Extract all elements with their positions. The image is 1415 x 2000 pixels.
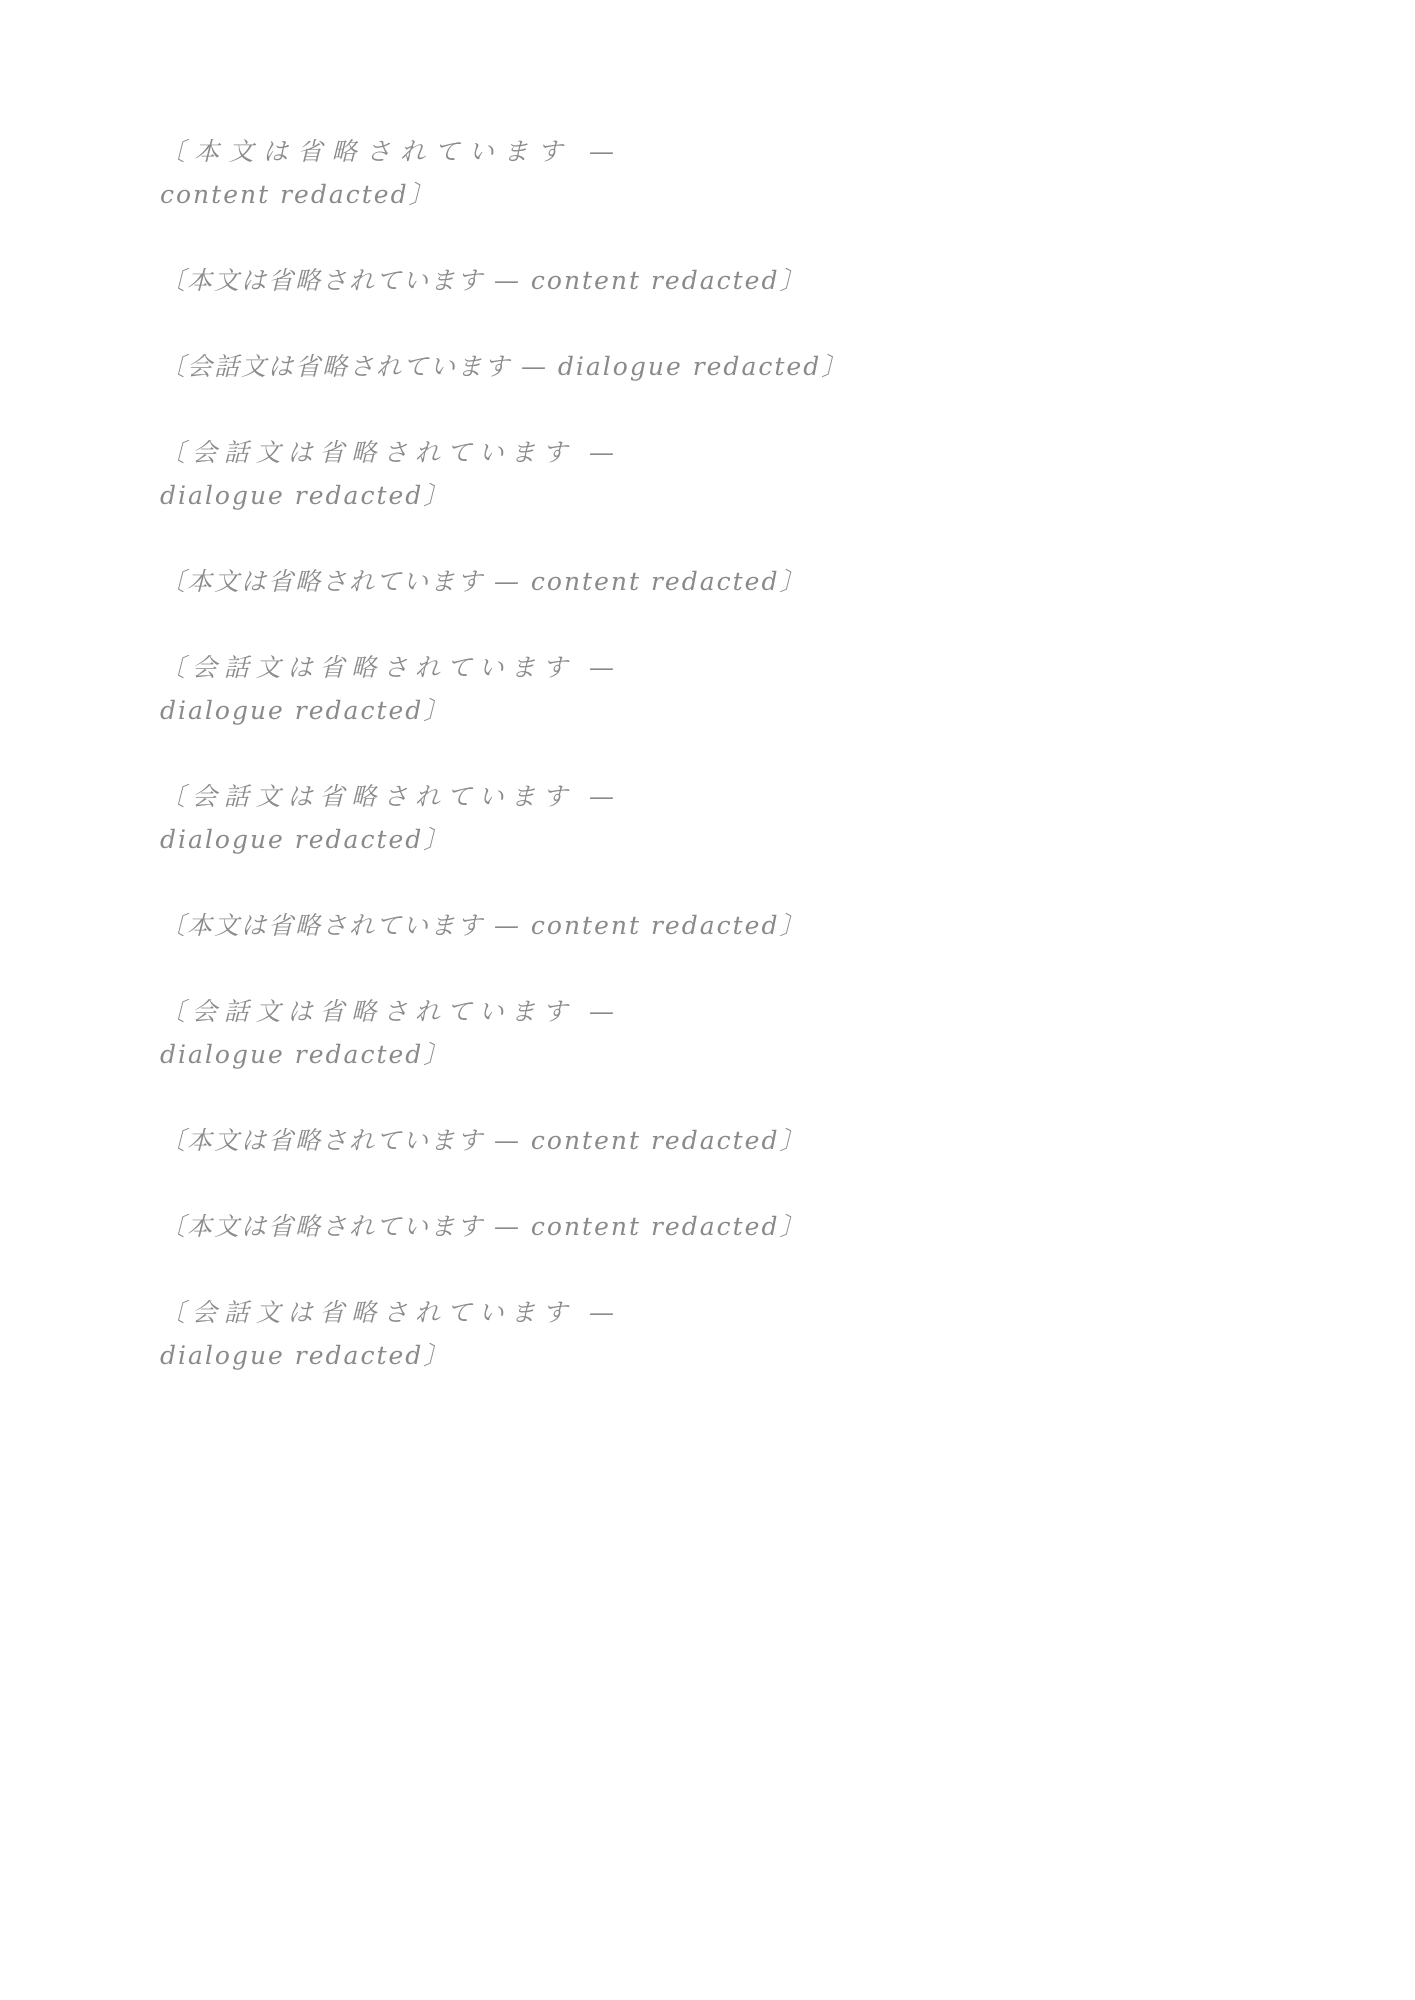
- paragraph-8: 〔本文は省略されています — content redacted〕: [160, 911, 807, 940]
- paragraph-2: 〔本文は省略されています — content redacted〕: [160, 266, 807, 295]
- paragraph-6-dialogue: 〔会話文は省略されています — dialogue redacted〕: [160, 653, 616, 725]
- paragraph-4-dialogue: 〔会話文は省略されています — dialogue redacted〕: [160, 438, 616, 510]
- paragraph-12-dialogue: 〔会話文は省略されています — dialogue redacted〕: [160, 1298, 616, 1370]
- text-column: [160, 130, 920, 1420]
- paragraph-7-dialogue: 〔会話文は省略されています — dialogue redacted〕: [160, 782, 616, 854]
- paragraph-5: 〔本文は省略されています — content redacted〕: [160, 567, 807, 596]
- paragraph-10: 〔本文は省略されています — content redacted〕: [160, 1126, 807, 1155]
- paragraph-1: 〔本文は省略されています — content redacted〕: [160, 137, 616, 209]
- paragraph-3-dialogue: 〔会話文は省略されています — dialogue redacted〕: [160, 352, 849, 381]
- paragraph-11: 〔本文は省略されています — content redacted〕: [160, 1212, 807, 1241]
- paragraph-9-dialogue: 〔会話文は省略されています — dialogue redacted〕: [160, 997, 616, 1069]
